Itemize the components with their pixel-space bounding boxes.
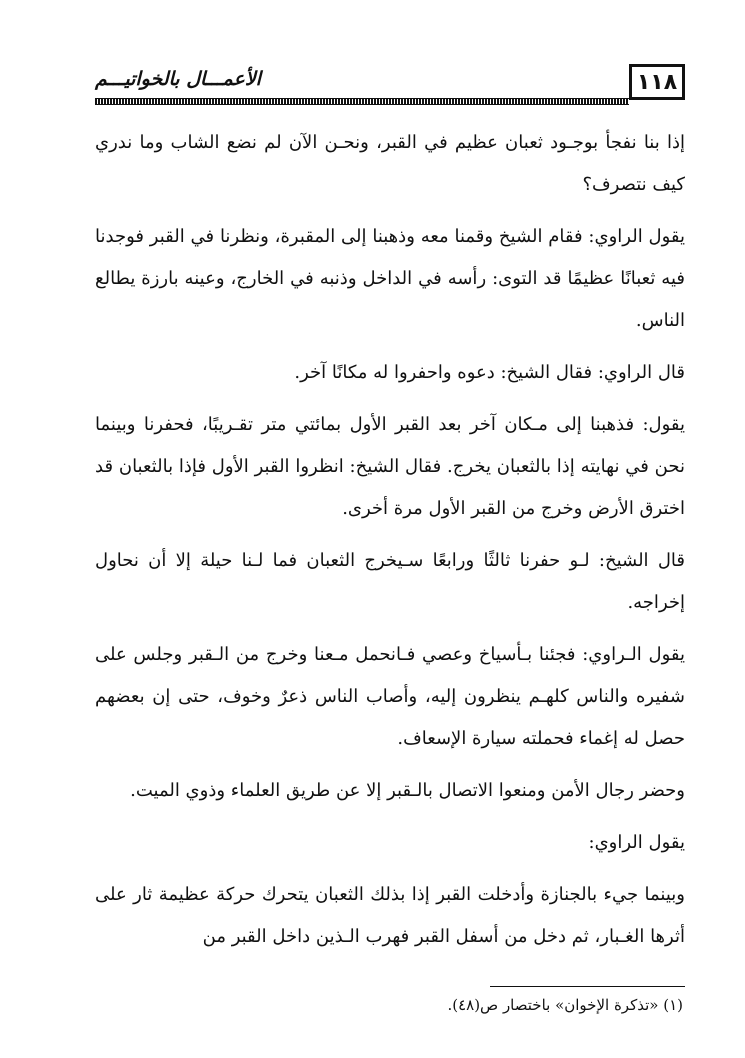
paragraph: يقول الـراوي: فجئنا بـأسياخ وعصي فـانحمل مـعنا وخرج من الـقبر وجلس على شفيره والناس كلهـم ينظرون إليه، وأصاب الناس ذعرٌ وخوف، حتى إن بعضهم حصل له إغماء فحملته سيارة الإسعاف.	[95, 644, 685, 749]
paragraph: قال الراوي: فقال الشيخ: دعوه واحفروا له مكانًا آخر.	[294, 362, 685, 383]
paragraph: يقول: فذهبنا إلى مـكان آخر بعد القبر الأول بمائتي متر تقـريبًا، فحفرنا وبينما نحن في نهايته إذا بالثعبان يخرج. فقال الشيخ: انظروا القبر الأول فإذا بالثعبان قد اخترق الأرض وخرج من القبر الأول مرة أخرى.	[95, 414, 685, 519]
paragraph: إذا بنا نفجأ بوجـود ثعبان عظيم في القبر، ونحـن الآن لم نضع الشاب وما ندري كيف نتصرف؟	[95, 132, 685, 195]
page-number: ١١٨	[629, 64, 685, 100]
page-header	[95, 62, 685, 106]
paragraph: قال الشيخ: لـو حفرنا ثالثًا ورابعًا سـيخرج الثعبان فما لـنا حيلة إلا أن نحاول إخراجه.	[95, 550, 685, 613]
header-rule	[95, 98, 629, 105]
paragraph: يقول الراوي: فقام الشيخ وقمنا معه وذهبنا إلى المقبرة، ونظرنا في القبر فوجدنا فيه ثعبانًا عظيمًا قد التوى: رأسه في الداخل وذنبه في الخارج، وعينه بارزة يطالع الناس.	[95, 226, 685, 331]
paragraph: وحضر رجال الأمن ومنعوا الاتصال بالـقبر إلا عن طريق العلماء وذوي الميت.	[130, 780, 685, 801]
footnote: (١) «تذكرة الإخوان» باختصار ص(٤٨).	[447, 996, 683, 1014]
paragraph: وبينما جيء بالجنازة وأدخلت القبر إذا بذلك الثعبان يتحرك حركة عظيمة ثار على أثرها الغـبار، ثم دخل من أسفل القبر فهرب الـذين داخل القبر من	[95, 884, 685, 947]
running-title: الأعمـــال بالخواتيـــم	[95, 68, 261, 90]
paragraph: يقول الراوي:	[588, 832, 685, 853]
body-text	[95, 122, 685, 968]
footnote-rule	[490, 986, 685, 987]
